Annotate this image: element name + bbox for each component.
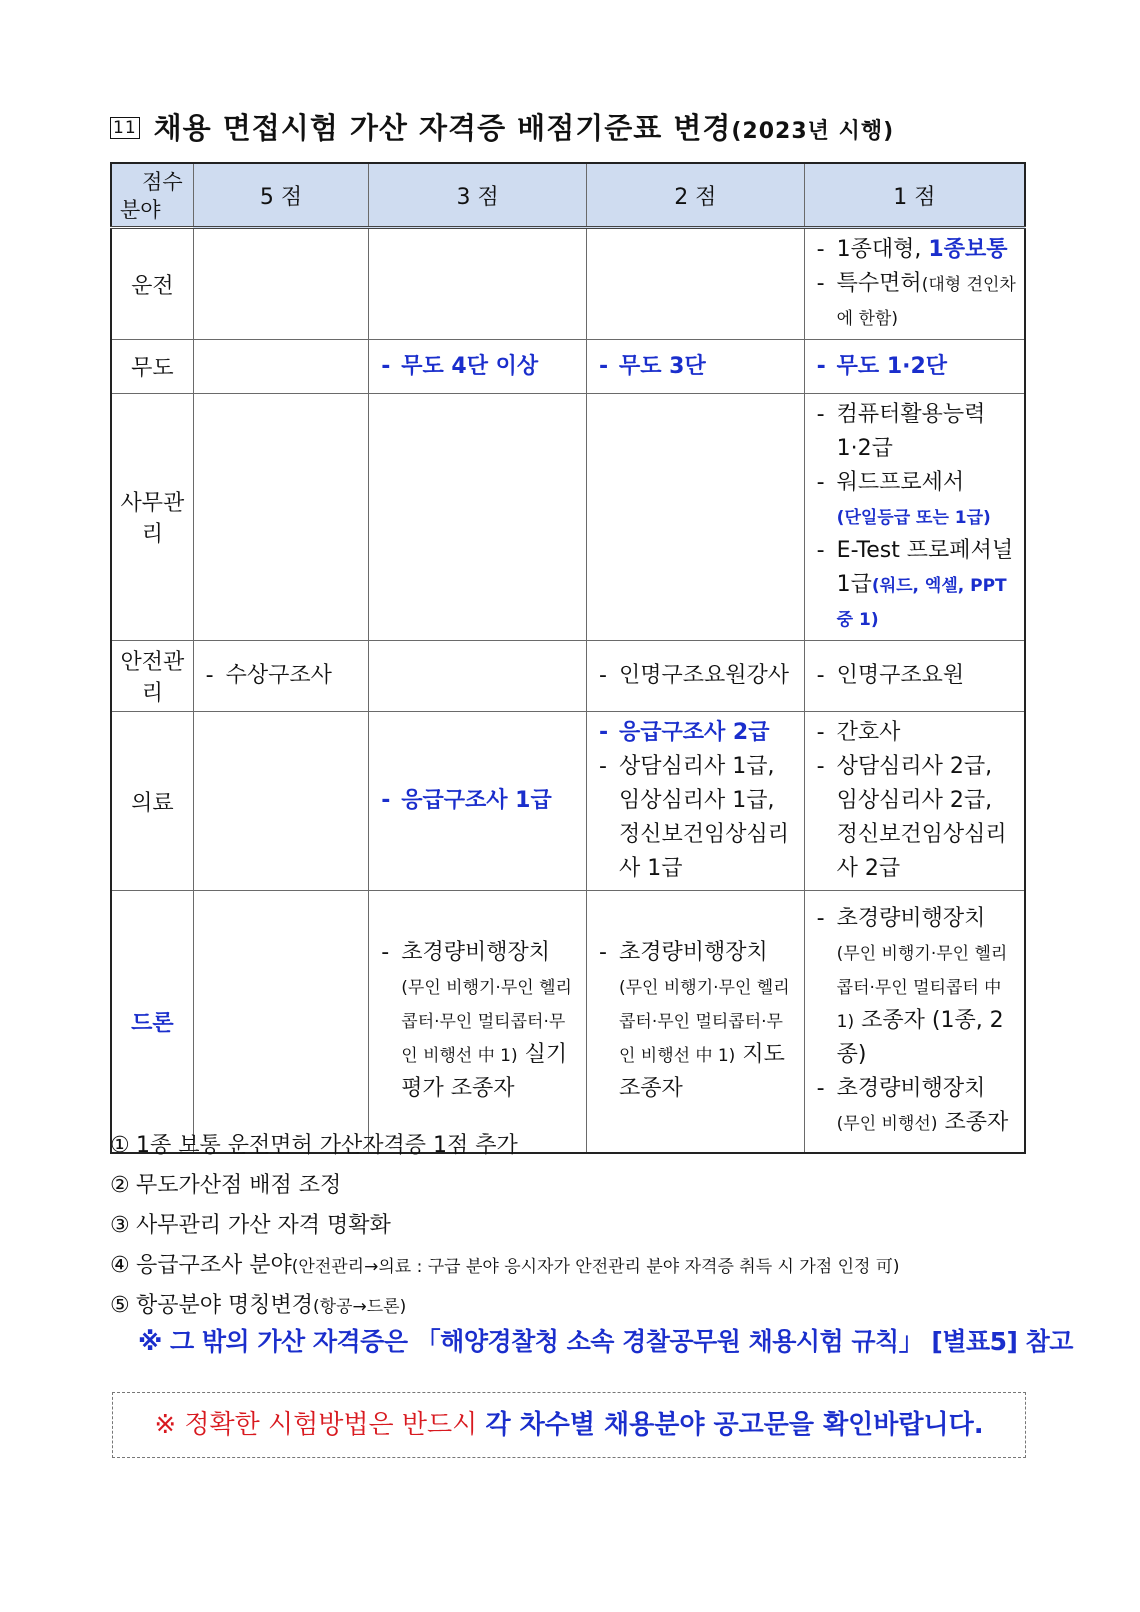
notice-red-text: ※ 정확한 시험방법은 반드시 (154, 1410, 486, 1440)
list-item: - 무도 1·2단 (813, 350, 1016, 384)
corner-score-label: 점수 (142, 170, 183, 194)
medical-1pt (804, 712, 1025, 891)
category-office: 사무관리 (111, 394, 193, 641)
note-item: ② 무도가산점 배점 조정 (110, 1173, 342, 1198)
list-item: - 초경량비행장치 (무인 비행기·무인 헬리콥터·무인 멀티콥터·무인 비행선 中 1) 지도조종자 (595, 936, 796, 1106)
table-row (111, 394, 1025, 641)
note-item: ① 1종 보통 운전면허 가산자격증 1점 추가 (110, 1133, 518, 1158)
table-row (111, 228, 1025, 340)
notice-blue-text: 각 차수별 채용분야 공고문을 확인바랍니다. (485, 1410, 984, 1440)
list-item: - E-Test 프로페셔널 1급(워드, 엑셀, PPT 중 1) (813, 534, 1016, 636)
page-title (110, 106, 894, 147)
col-header-1: 1 점 (804, 163, 1025, 228)
change-notes (110, 1126, 900, 1326)
corner-field-label: 분야 (120, 198, 161, 222)
note-item: ③ 사무관리 가산 자격 명확화 (110, 1213, 391, 1238)
col-header-5: 5 점 (193, 163, 369, 228)
medical-2pt (586, 712, 804, 891)
drone-2pt (586, 891, 804, 1153)
list-item: - 무도 3단 (595, 350, 796, 384)
col-header-2: 2 점 (586, 163, 804, 228)
note-item: ⑤ 항공분야 명칭변경(항공→드론) (110, 1293, 407, 1318)
list-item: - 컴퓨터활용능력 1·2급 (813, 398, 1016, 466)
list-item: - 응급구조사 2급 (595, 716, 796, 750)
drone-3pt (369, 891, 587, 1153)
table-row (111, 712, 1025, 891)
drone-1pt (804, 891, 1025, 1153)
category-martial-arts: 무도 (111, 340, 193, 394)
list-item: - 간호사 (813, 716, 1016, 750)
table-row (111, 891, 1025, 1153)
col-header-3: 3 점 (369, 163, 587, 228)
note-item: ④ 응급구조사 분야(안전관리→의료 : 구급 분야 응시자가 안전관리 분야 자격증 취득 시 가점 인정 可) (110, 1253, 900, 1278)
title-main: 채용 면접시험 가산 자격증 배점기준표 변경 (153, 111, 732, 145)
office-1pt (804, 394, 1025, 641)
list-item: - 초경량비행장치 (무인 비행선) 조종자 (813, 1072, 1016, 1140)
section-number: 11 (110, 117, 140, 139)
table-header-row (111, 163, 1025, 228)
category-driving: 운전 (111, 228, 193, 340)
martial-1pt (804, 340, 1025, 394)
list-item: - 워드프로세서 (단일등급 또는 1급) (813, 466, 1016, 534)
corner-cell (111, 163, 193, 228)
list-item: - 1종대형, 1종보통 (813, 233, 1016, 267)
reference-note: ※ 그 밖의 가산 자격증은 「해양경찰청 소속 경찰공무원 채용시험 규칙」 [별표5] 참고 (138, 1327, 1073, 1356)
table-row (111, 340, 1025, 394)
safety-2pt (586, 641, 804, 712)
list-item: - 수상구조사 (202, 659, 361, 693)
safety-5pt (193, 641, 369, 712)
title-suffix: (2023년 시행) (731, 119, 895, 144)
driving-1pt (804, 228, 1025, 340)
list-item: - 초경량비행장치 (무인 비행기·무인 헬리콥터·무인 멀티콥터·무인 비행선 中 1) 실기평가 조종자 (377, 936, 578, 1106)
category-drone: 드론 (111, 891, 193, 1153)
martial-2pt (586, 340, 804, 394)
list-item: - 무도 4단 이상 (377, 350, 578, 384)
safety-1pt (804, 641, 1025, 712)
list-item: - 특수면허(대형 견인차에 한함) (813, 267, 1016, 335)
category-medical: 의료 (111, 712, 193, 891)
table-row (111, 641, 1025, 712)
list-item: - 응급구조사 1급 (377, 784, 578, 818)
list-item: - 인명구조요원강사 (595, 659, 796, 693)
medical-3pt (369, 712, 587, 891)
list-item: - 초경량비행장치 (무인 비행기·무인 헬리콥터·무인 멀티콥터 中 1) 조종자 (1종, 2종) (813, 902, 1016, 1072)
list-item: - 상담심리사 1급, 임상심리사 1급, 정신보건임상심리사 1급 (595, 750, 796, 886)
list-item: - 상담심리사 2급, 임상심리사 2급, 정신보건임상심리사 2급 (813, 750, 1016, 886)
score-table (110, 162, 1026, 1154)
category-safety: 안전관리 (111, 641, 193, 712)
notice-box (112, 1392, 1026, 1458)
list-item: - 인명구조요원 (813, 659, 1016, 693)
martial-3pt (369, 340, 587, 394)
